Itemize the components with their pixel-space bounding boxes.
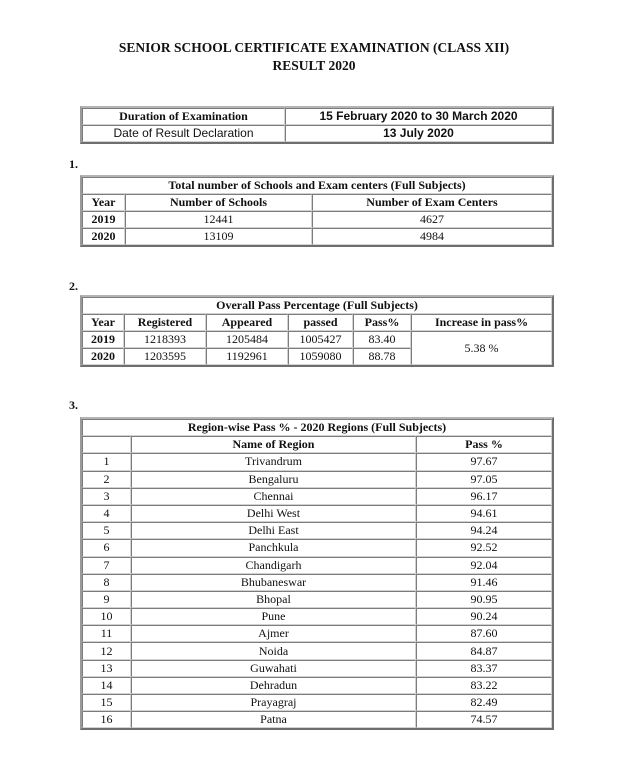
pass-percent-cell: 94.61 — [416, 505, 552, 522]
region-name-cell: Noida — [131, 642, 416, 659]
region-name-cell: Ajmer — [131, 625, 416, 642]
appeared-cell: 1192961 — [206, 348, 288, 365]
increase-cell: 5.38 % — [411, 331, 552, 365]
section-number: 2. — [69, 279, 78, 293]
region-name-cell: Delhi West — [131, 505, 416, 522]
table-header-row — [82, 314, 552, 331]
year-cell: 2020 — [82, 228, 125, 245]
table-caption-row — [82, 419, 552, 436]
table-header-row — [82, 194, 552, 211]
table-header-row — [82, 436, 552, 453]
pass-percent-cell: 83.40 — [353, 331, 411, 348]
region-name-cell: Dehradun — [131, 677, 416, 694]
year-cell: 2019 — [82, 211, 125, 228]
registered-cell: 1218393 — [124, 331, 206, 348]
rank-cell: 13 — [82, 660, 131, 677]
table-row — [82, 591, 552, 608]
pass-percent-cell: 91.46 — [416, 574, 552, 591]
rank-cell: 11 — [82, 625, 131, 642]
column-header — [82, 436, 131, 453]
pass-percent-cell: 83.37 — [416, 660, 552, 677]
region-name-cell: Chennai — [131, 488, 416, 505]
passed-cell: 1059080 — [288, 348, 353, 365]
table-caption-row — [82, 177, 552, 194]
year-cell: 2020 — [82, 348, 124, 365]
region-name-cell: Prayagraj — [131, 694, 416, 711]
summary-value: 13 July 2020 — [285, 125, 552, 142]
pass-percent-cell: 74.57 — [416, 711, 552, 728]
table-row — [82, 331, 552, 348]
column-header: Pass % — [416, 436, 552, 453]
column-header: Registered — [124, 314, 206, 331]
rank-cell: 3 — [82, 488, 131, 505]
table-caption-row — [82, 297, 552, 314]
table-row — [82, 574, 552, 591]
column-header: Number of Schools — [125, 194, 312, 211]
rank-cell: 2 — [82, 471, 131, 488]
table-row — [82, 642, 552, 659]
table-caption: Region-wise Pass % - 2020 Regions (Full Subjects) — [82, 419, 552, 436]
pass-percent-cell: 96.17 — [416, 488, 552, 505]
table-row — [82, 625, 552, 642]
page-title: SENIOR SCHOOL CERTIFICATE EXAMINATION (CLASS XII) — [118, 40, 510, 55]
table-row — [82, 108, 552, 125]
pass-percent-cell: 92.52 — [416, 539, 552, 556]
table-row — [82, 505, 552, 522]
region-name-cell: Bhubaneswar — [131, 574, 416, 591]
table-row — [82, 660, 552, 677]
table-row — [82, 608, 552, 625]
rank-cell: 14 — [82, 677, 131, 694]
pass-percent-cell: 94.24 — [416, 522, 552, 539]
pass-percent-cell: 87.60 — [416, 625, 552, 642]
schools-cell: 12441 — [125, 211, 312, 228]
table-row — [82, 453, 552, 470]
region-name-cell: Chandigarh — [131, 557, 416, 574]
rank-cell: 15 — [82, 694, 131, 711]
rank-cell: 4 — [82, 505, 131, 522]
table-row — [82, 557, 552, 574]
pass-percent-cell: 90.95 — [416, 591, 552, 608]
column-header: Year — [82, 194, 125, 211]
section-number: 1. — [69, 157, 78, 171]
table-row — [82, 488, 552, 505]
pass-percent-cell: 92.04 — [416, 557, 552, 574]
table-row — [82, 471, 552, 488]
table-row — [82, 522, 552, 539]
exam-summary-table — [80, 106, 554, 144]
year-cell: 2019 — [82, 331, 124, 348]
appeared-cell: 1205484 — [206, 331, 288, 348]
region-name-cell: Panchkula — [131, 539, 416, 556]
pass-percent-cell: 84.87 — [416, 642, 552, 659]
region-name-cell: Bengaluru — [131, 471, 416, 488]
region-name-cell: Guwahati — [131, 660, 416, 677]
pass-percent-cell: 82.49 — [416, 694, 552, 711]
rank-cell: 6 — [82, 539, 131, 556]
centers-cell: 4627 — [312, 211, 552, 228]
region-pass-table — [80, 417, 554, 730]
table-row — [82, 694, 552, 711]
schools-centers-table — [80, 175, 554, 247]
table-row — [82, 677, 552, 694]
table-row — [82, 228, 552, 245]
column-header: Name of Region — [131, 436, 416, 453]
region-name-cell: Delhi East — [131, 522, 416, 539]
region-name-cell: Pune — [131, 608, 416, 625]
summary-label: Date of Result Declaration — [82, 125, 285, 142]
table-row — [82, 539, 552, 556]
table-caption: Total number of Schools and Exam centers (Full Subjects) — [82, 177, 552, 194]
summary-value: 15 February 2020 to 30 March 2020 — [285, 108, 552, 125]
rank-cell: 16 — [82, 711, 131, 728]
pass-percent-cell: 97.05 — [416, 471, 552, 488]
rank-cell: 9 — [82, 591, 131, 608]
column-header: Pass% — [353, 314, 411, 331]
passed-cell: 1005427 — [288, 331, 353, 348]
pass-percent-cell: 90.24 — [416, 608, 552, 625]
rank-cell: 8 — [82, 574, 131, 591]
region-name-cell: Patna — [131, 711, 416, 728]
table-row — [82, 711, 552, 728]
rank-cell: 1 — [82, 453, 131, 470]
table-row — [82, 125, 552, 142]
page-subtitle: RESULT 2020 — [272, 58, 356, 73]
pass-percentage-table — [80, 295, 554, 367]
pass-percent-cell: 97.67 — [416, 453, 552, 470]
section-number: 3. — [69, 398, 78, 412]
column-header: Appeared — [206, 314, 288, 331]
region-name-cell: Trivandrum — [131, 453, 416, 470]
pass-percent-cell: 88.78 — [353, 348, 411, 365]
column-header: Number of Exam Centers — [312, 194, 552, 211]
rank-cell: 12 — [82, 642, 131, 659]
centers-cell: 4984 — [312, 228, 552, 245]
table-row — [82, 211, 552, 228]
column-header: Increase in pass% — [411, 314, 552, 331]
registered-cell: 1203595 — [124, 348, 206, 365]
rank-cell: 5 — [82, 522, 131, 539]
column-header: passed — [288, 314, 353, 331]
region-name-cell: Bhopal — [131, 591, 416, 608]
table-caption: Overall Pass Percentage (Full Subjects) — [82, 297, 552, 314]
rank-cell: 10 — [82, 608, 131, 625]
column-header: Year — [82, 314, 124, 331]
pass-percent-cell: 83.22 — [416, 677, 552, 694]
summary-label: Duration of Examination — [82, 108, 285, 125]
schools-cell: 13109 — [125, 228, 312, 245]
rank-cell: 7 — [82, 557, 131, 574]
